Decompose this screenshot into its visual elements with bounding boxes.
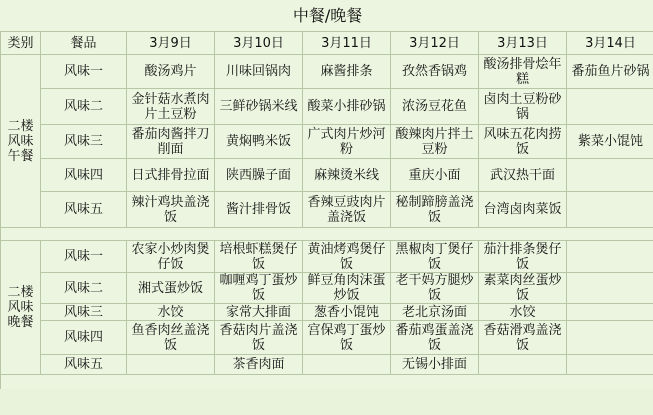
dish-cell: 番茄鸡蛋盖浇饭 [391,321,479,355]
header-day-5: 3月13日 [479,32,567,55]
dish-cell: 农家小炒肉煲仔饭 [127,241,215,273]
dish-cell: 麻酱排条 [303,55,391,89]
dish-cell: 水饺 [127,304,215,321]
dish-cell: 香辣豆豉肉片盖浇饭 [303,192,391,228]
menu-row [1,89,653,125]
dish-cell: 宫保鸡丁蛋炒饭 [303,321,391,355]
menu-row [1,304,653,321]
dish-cell: 香菇肉片盖浇饭 [215,321,303,355]
dish-cell: 湘式蛋炒饭 [127,273,215,304]
dish-cell: 鲜豆角肉沫蛋炒饭 [303,273,391,304]
dish-cell: 酱汁排骨饭 [215,192,303,228]
dish-cell [303,355,391,375]
dish-cell: 香菇滑鸡盖浇饭 [479,321,567,355]
table-bottom-strip [1,375,653,390]
menu-row [1,241,653,273]
dish-cell [567,159,653,192]
dish-cell: 秘制蹄膀盖浇饭 [391,192,479,228]
dish-cell: 老北京汤面 [391,304,479,321]
dish-cell: 老干妈方腿炒饭 [391,273,479,304]
dish-cell: 重庆小面 [391,159,479,192]
dish-cell: 辣汁鸡块盖浇饭 [127,192,215,228]
menu-row [1,125,653,159]
dish-cell: 番茄肉酱拌刀削面 [127,125,215,159]
dish-cell [479,355,567,375]
dish-cell: 风味五花肉捞饭 [479,125,567,159]
dish-cell: 紫菜小馄饨 [567,125,653,159]
dish-cell: 葱香小馄饨 [303,304,391,321]
flavor-label: 风味二 [41,273,127,304]
dish-cell: 陕西臊子面 [215,159,303,192]
dish-cell: 茶香肉面 [215,355,303,375]
flavor-label: 风味三 [41,125,127,159]
dish-cell: 茄汁排条煲仔饭 [479,241,567,273]
dish-cell: 浓汤豆花鱼 [391,89,479,125]
dish-cell: 酸辣肉片拌土豆粉 [391,125,479,159]
dish-cell [567,241,653,273]
dish-cell: 培根虾糕煲仔饭 [215,241,303,273]
header-day-4: 3月12日 [391,32,479,55]
dish-cell: 日式排骨拉面 [127,159,215,192]
flavor-label: 风味四 [41,159,127,192]
flavor-label: 风味一 [41,55,127,89]
menu-row [1,273,653,304]
header-day-3: 3月11日 [303,32,391,55]
flavor-label: 风味四 [41,321,127,355]
flavor-label: 风味二 [41,89,127,125]
header-category: 类别 [1,32,41,55]
header-day-1: 3月9日 [127,32,215,55]
flavor-label: 风味一 [41,241,127,273]
flavor-label: 风味五 [41,355,127,375]
dish-cell: 黑椒肉丁煲仔饭 [391,241,479,273]
dish-cell: 黄焖鸭米饭 [215,125,303,159]
dish-cell: 酸汤鸡片 [127,55,215,89]
dish-cell [127,355,215,375]
page-title: 中餐/晚餐 [1,0,653,32]
dish-cell: 黄油烤鸡煲仔饭 [303,241,391,273]
dish-cell: 酸菜小排砂锅 [303,89,391,125]
dish-cell: 素菜肉丝蛋炒饭 [479,273,567,304]
header-day-6: 3月14日 [567,32,653,55]
dish-cell [567,304,653,321]
flavor-label: 风味五 [41,192,127,228]
menu-row [1,55,653,89]
dish-cell: 咖喱鸡丁蛋炒饭 [215,273,303,304]
header-row [1,32,653,55]
dish-cell: 卤肉土豆粉砂锅 [479,89,567,125]
section-spacer [1,228,653,241]
dish-cell: 三鲜砂锅米线 [215,89,303,125]
dish-cell: 酸汤排骨烩年糕 [479,55,567,89]
dish-cell: 无锡小排面 [391,355,479,375]
dish-cell: 孜然香锅鸡 [391,55,479,89]
spacer-cell [1,228,653,241]
dish-cell: 水饺 [479,304,567,321]
dish-cell [567,89,653,125]
section-label: 二楼 风味 晚餐 [1,241,41,375]
dish-cell: 家常大排面 [215,304,303,321]
section-label: 二楼 风味 午餐 [1,55,41,228]
dish-cell [567,355,653,375]
bottom-cell [1,375,653,390]
header-day-2: 3月10日 [215,32,303,55]
menu-row [1,355,653,375]
dish-cell [567,273,653,304]
dish-cell: 鱼香肉丝盖浇饭 [127,321,215,355]
dish-cell: 麻辣烫米线 [303,159,391,192]
header-dish: 餐品 [41,32,127,55]
dish-cell: 金针菇水煮肉片土豆粉 [127,89,215,125]
dish-cell: 广式肉片炒河粉 [303,125,391,159]
dish-cell [567,321,653,355]
dish-cell: 川味回锅肉 [215,55,303,89]
menu-row [1,321,653,355]
dish-cell: 武汉热干面 [479,159,567,192]
menu-row [1,159,653,192]
dish-cell: 番茄鱼片砂锅 [567,55,653,89]
dish-cell [567,192,653,228]
dish-cell: 台湾卤肉菜饭 [479,192,567,228]
menu-row [1,192,653,228]
flavor-label: 风味三 [41,304,127,321]
